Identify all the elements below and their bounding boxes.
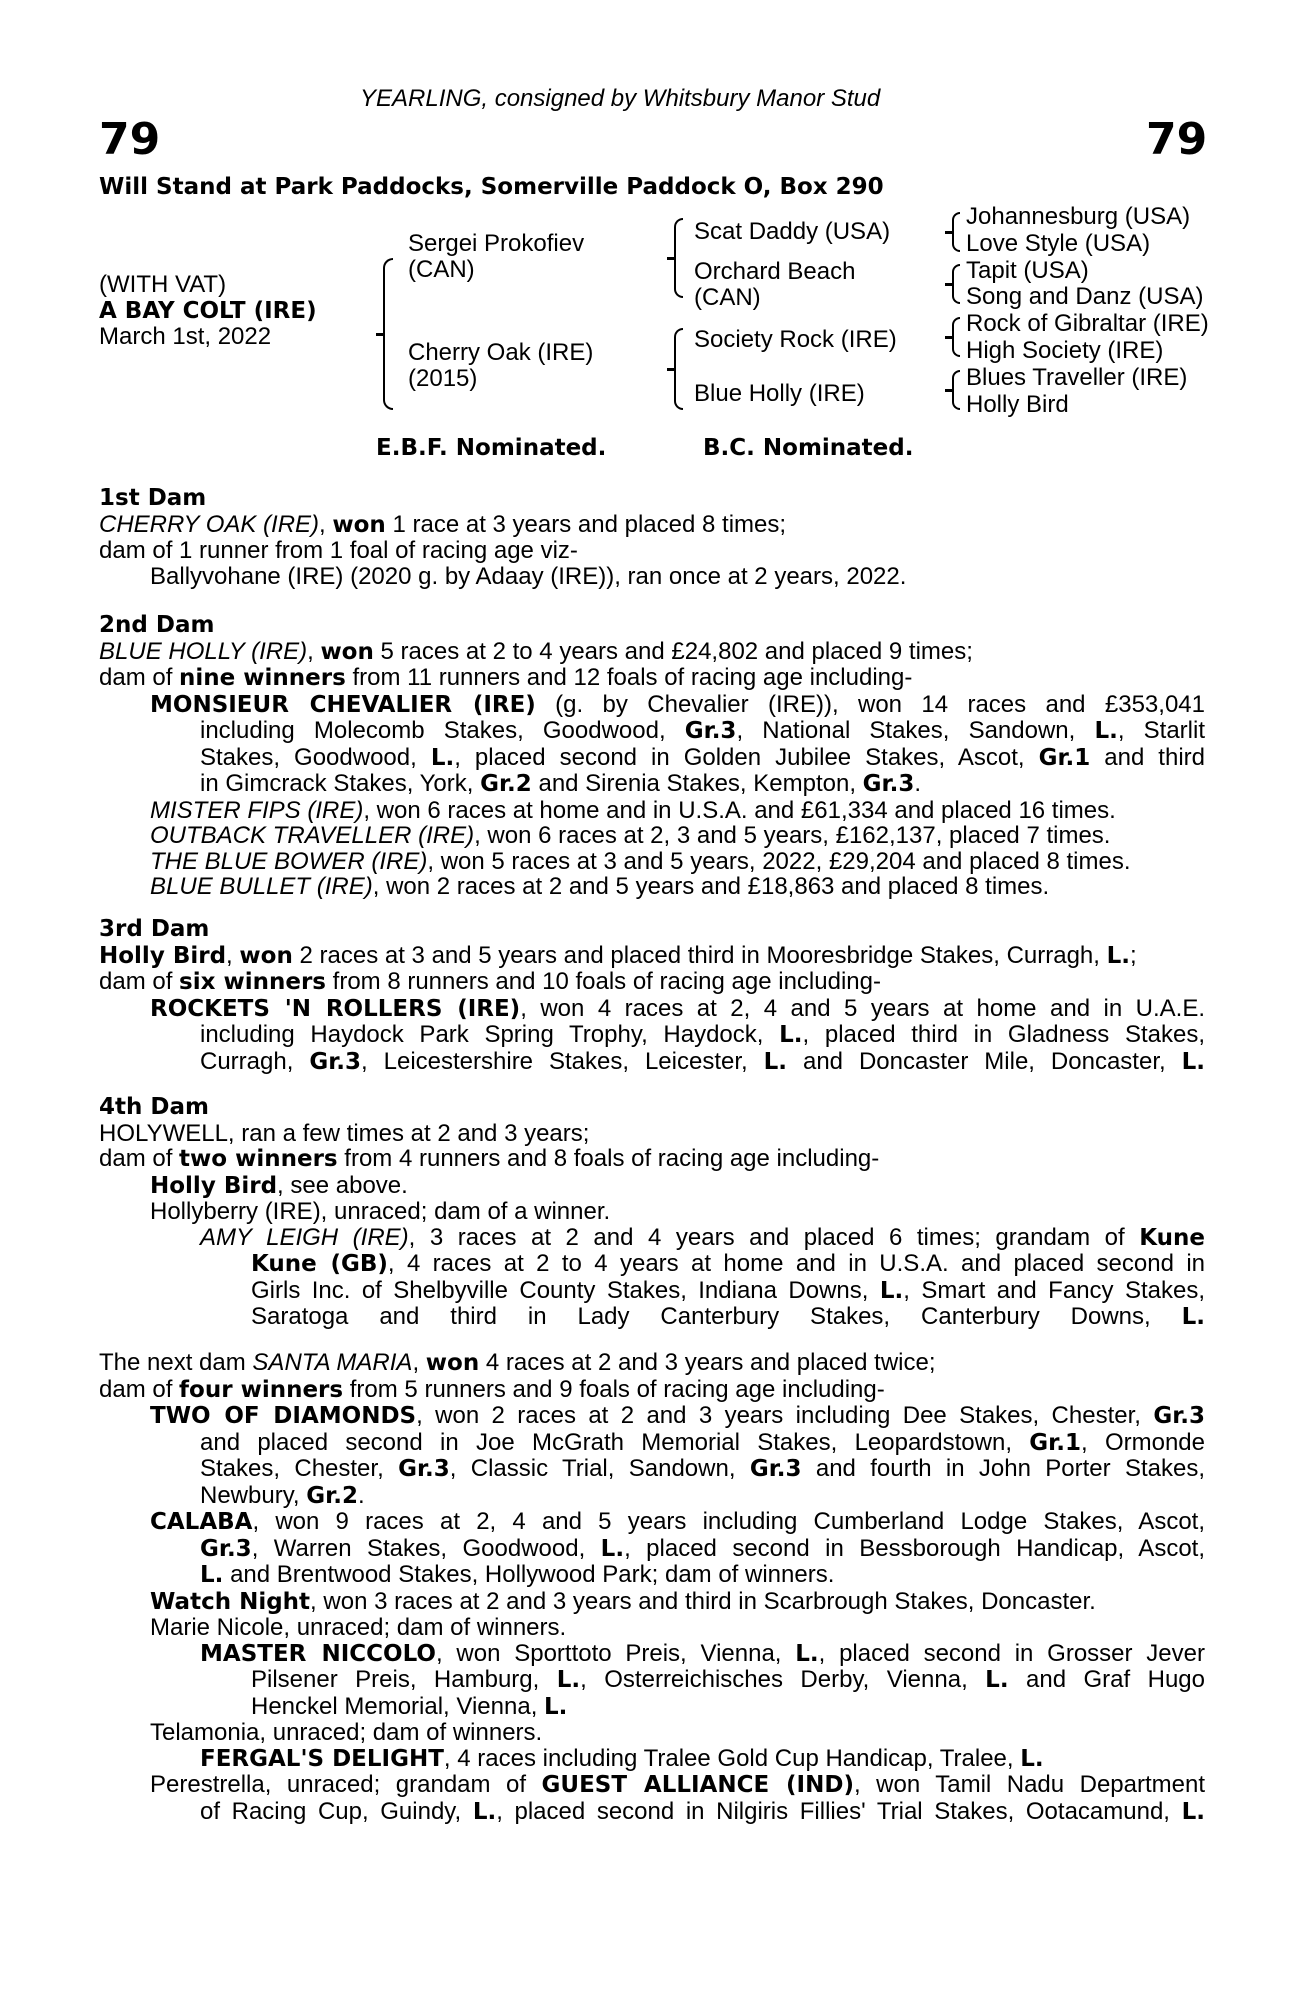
gen3-5: Rock of Gibraltar (IRE) (966, 310, 1209, 338)
pedigree-brace-g3-4 (952, 370, 960, 410)
pedigree-gen3 (966, 204, 1209, 418)
sire-sire: Scat Daddy (USA) (694, 218, 891, 245)
second-dam-section: 2nd Dam BLUE HOLLY (IRE), won 5 races at 2 to 4 years and £24,802 and placed 9 times; dam of nine winners from 11 runners and 12 foals of racing age including- MONSIEUR CHEVALIER (IRE) (g. by Chevalier (IRE)), won 14 races and £353,041 including Molecomb Stakes, Goodwood, Gr.3, National Stakes, Sandown, L., Starlit Stakes, Goodwood, L., placed second in Golden Jubilee Stakes, Ascot, Gr.1 and third in Gimcrack Stakes, York, Gr.2 and Sirenia Stakes, Kempton, Gr.3. MISTER FIPS (IRE), won 6 races at home and in U.S.A. and £61,334 and placed 16 times. OUTBACK TRAVELLER (IRE), won 6 races at 2, 3 and 5 years, £162,137, placed 7 times. THE BLUE BOWER (IRE), won 5 races at 3 and 5 years, 2022, £29,204 and placed 8 times. BLUE BULLET (IRE), won 2 races at 2 and 5 years and £18,863 and placed 8 times. (99, 612, 1206, 900)
pedigree-brace-dam (674, 328, 683, 410)
foaling-date: March 1st, 2022 (99, 323, 272, 350)
third-dam-section: 3rd Dam Holly Bird, won 2 races at 3 and 5 years and placed third in Mooresbridge Stakes, Curragh, L.; dam of six winners from 8 runners and 10 foals of racing age including- ROCKETS 'N ROLLERS (IRE), won 4 races at 2, 4 and 5 years at home and in U.A.E. including Haydock Park Spring Trophy, Haydock, L., placed third in Gladness Stakes, Curragh, Gr.3, Leicestershire Stakes, Leicester, L. and Doncaster Mile, Doncaster, L. (99, 916, 1206, 1075)
gen3-1: Johannesburg (USA) (966, 203, 1191, 230)
pedigree-brace-sire (674, 218, 683, 298)
lot-number-left: 79 (99, 114, 161, 165)
gen3-7: Blues Traveller (IRE) (966, 363, 1188, 391)
section-heading: 3rd Dam (99, 916, 210, 942)
vat-note: (WITH VAT) (99, 271, 227, 298)
sire-name: Sergei Prokofiev (CAN) (408, 230, 585, 283)
lot-number-right: 79 (1146, 114, 1208, 165)
dam-name: Cherry Oak (IRE) (2015) (408, 339, 594, 392)
section-heading: 4th Dam (99, 1094, 209, 1120)
gen3-2: Love Style (USA) (966, 229, 1151, 257)
pedigree-brace-g3-2 (952, 264, 960, 304)
gen3-3: Tapit (USA) (966, 256, 1089, 284)
pedigree-brace-main (383, 258, 393, 410)
pedigree-brace-g3-3 (952, 317, 960, 357)
section-heading: 1st Dam (99, 485, 207, 511)
next-dam-section: The next dam SANTA MARIA, won 4 races at 2 and 3 years and placed twice; dam of four winners from 5 runners and 9 foals of racing age including- TWO OF DIAMONDS, won 2 races at 2 and 3 years including Dee Stakes, Chester, Gr.3 and placed second in Joe McGrath Memorial Stakes, Leopardstown, Gr.1, Ormonde Stakes, Chester, Gr.3, Classic Trial, Sandown, Gr.3 and fourth in John Porter Stakes, Newbury, Gr.2. CALABA, won 9 races at 2, 4 and 5 years including Cumberland Lodge Stakes, Ascot, Gr.3, Warren Stakes, Goodwood, L., placed second in Bessborough Handicap, Ascot, L. and Brentwood Stakes, Hollywood Park; dam of winners. Watch Night, won 3 races at 2 and 3 years and third in Scarbrough Stakes, Doncaster. Marie Nicole, unraced; dam of winners. MASTER NICCOLO, won Sporttoto Preis, Vienna, L., placed second in Grosser Jever Pilsener Preis, Hamburg, L., Osterreichisches Derby, Vienna, L. and Graf Hugo Henckel Memorial, Vienna, L. Telamonia, unraced; dam of winners. FERGAL'S DELIGHT, 4 races including Tralee Gold Cup Handicap, Tralee, L. Perestrella, unraced; grandam of GUEST ALLIANCE (IND), won Tamil Nadu Department of Racing Cup, Guindy, L., placed second in Nilgiris Fillies' Trial Stakes, Ootacamund, L. (99, 1349, 1206, 1825)
ebf-nomination: E.B.F. Nominated. (376, 435, 607, 461)
stand-location: Will Stand at Park Paddocks, Somerville Paddock O, Box 290 (99, 174, 884, 200)
dam-dam: Blue Holly (IRE) (694, 380, 865, 407)
section-heading: 2nd Dam (99, 612, 215, 638)
lot-title: A BAY COLT (IRE) (99, 298, 317, 324)
consignor-line: YEARLING, consigned by Whitsbury Manor Stud (360, 85, 881, 112)
first-dam-section: 1st Dam CHERRY OAK (IRE), won 1 race at 3 years and placed 8 times; dam of 1 runner from 1 foal of racing age viz- Ballyvohane (IRE) (2020 g. by Adaay (IRE)), ran once at 2 years, 2022. (99, 486, 1205, 589)
gen3-8: Holly Bird (966, 390, 1069, 418)
bc-nomination: B.C. Nominated. (703, 435, 914, 461)
gen3-6: High Society (IRE) (966, 336, 1164, 364)
subject-block (99, 272, 317, 350)
sire-dam: Orchard Beach (CAN) (694, 258, 856, 311)
dam-sire: Society Rock (IRE) (694, 326, 897, 353)
gen3-4: Song and Danz (USA) (966, 283, 1204, 311)
fourth-dam-section: 4th Dam HOLYWELL, ran a few times at 2 and 3 years; dam of two winners from 4 runners and 8 foals of racing age including- Holly Bird, see above. Hollyberry (IRE), unraced; dam of a winner. AMY LEIGH (IRE), 3 races at 2 and 4 years and placed 6 times; grandam of Kune Kune (GB), 4 races at 2 to 4 years at home and in U.S.A. and placed second in Girls Inc. of Shelbyville County Stakes, Indiana Downs, L., Smart and Fancy Stakes, Saratoga and third in Lady Canterbury Stakes, Canterbury Downs, L. (99, 1094, 1205, 1330)
pedigree-brace-g3-1 (952, 212, 960, 252)
